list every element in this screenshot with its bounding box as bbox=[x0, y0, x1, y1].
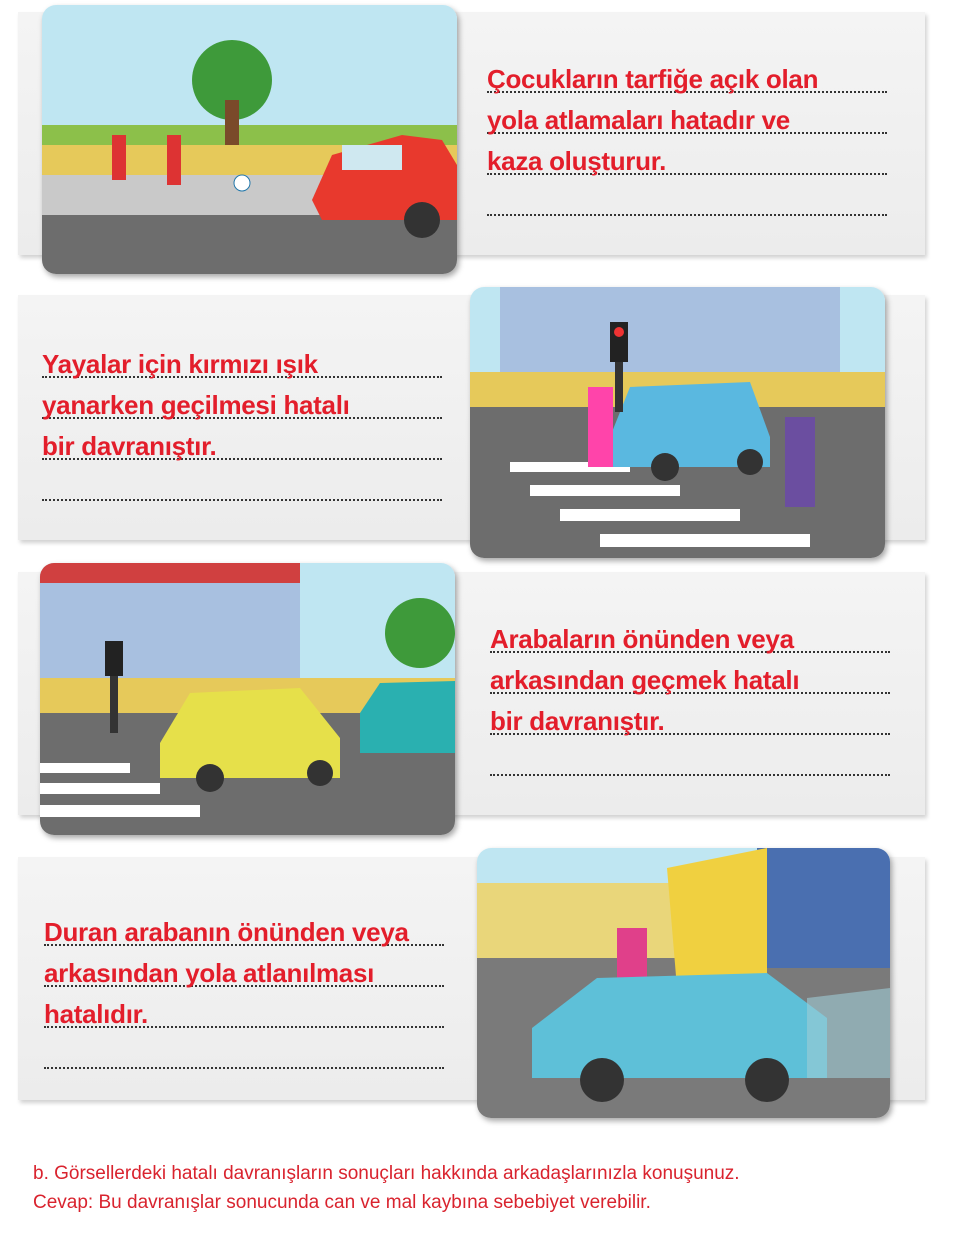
illustration-children-ball bbox=[42, 5, 457, 274]
illustration-children-between-cars bbox=[40, 563, 455, 835]
answer-text: Duran arabanın önünden veya bbox=[44, 917, 409, 947]
answer-lines-4 bbox=[44, 905, 444, 1069]
answer-lines-2 bbox=[42, 337, 442, 501]
illustration-crosswalk-red-light bbox=[470, 287, 885, 558]
answer-text: Çocukların tarfiğe açık olan bbox=[487, 64, 819, 94]
answer-text: arkasından geçmek hatalı bbox=[490, 665, 800, 695]
answer-text: yanarken geçilmesi hatalı bbox=[42, 390, 350, 420]
answer-text: bir davranıştır. bbox=[42, 431, 217, 461]
question-text: b. Görsellerdeki hatalı davranışların sonuçları hakkında arkadaşlarınızla konuşunuz. bbox=[33, 1163, 740, 1184]
answer-lines-1 bbox=[487, 52, 887, 216]
answer-text-final: Cevap: Bu davranışlar sonucunda can ve mal kaybına sebebiyet verebilir. bbox=[33, 1192, 651, 1213]
answer-text: Yayalar için kırmızı ışık bbox=[42, 349, 318, 379]
answer-text: arkasından yola atlanılması bbox=[44, 958, 375, 988]
answer-text: Arabaların önünden veya bbox=[490, 624, 794, 654]
answer-text: bir davranıştır. bbox=[490, 706, 665, 736]
answer-lines-3 bbox=[490, 612, 890, 776]
illustration-woman-behind-truck bbox=[477, 848, 890, 1118]
answer-text: kaza oluşturur. bbox=[487, 146, 666, 176]
answer-text: yola atlamaları hatadır ve bbox=[487, 105, 790, 135]
answer-text: hatalıdır. bbox=[44, 999, 148, 1029]
